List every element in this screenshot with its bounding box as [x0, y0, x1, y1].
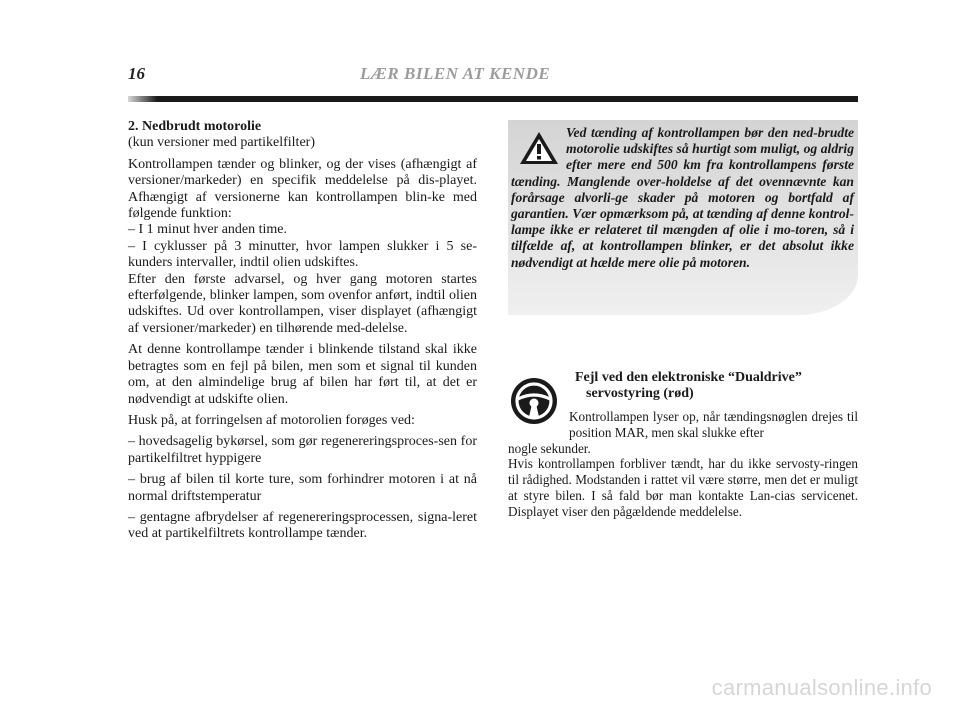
warning-text — [511, 125, 854, 271]
watermark: carmanualsonline.info — [711, 675, 932, 700]
paragraph: – I 1 minut hver anden time. — [128, 222, 288, 238]
left-column — [128, 119, 477, 548]
section-heading: 2. Nedbrudt motorolie — [128, 119, 262, 134]
paragraph: Kontrollampen tænder og blinker, og der vises (afhængigt af versioner/markeder) en specifik meddelelse på dis-playet. Afhængigt af versionerne kan kontrollampen blin-ke med følgende funktion: — [128, 156, 477, 222]
paragraph: At denne kontrollampe tænder i blinkende tilstand skal ikke betragtes som en fejl på bilen, men som et signal til kunden om, at den almindelige brug af bilen har ført til, at det er nødvendigt at udskifte olien. — [128, 342, 477, 407]
paragraph: – gentagne afbrydelser af regenereringsprocessen, signa-leret ved at partikelfiltrets kontrollampe tænder. — [128, 509, 477, 542]
section-subheading: (kun versioner med partikelfilter) — [128, 135, 315, 151]
dualdrive-title-line2: servostyring (rød) — [586, 386, 694, 402]
paragraph: – hovedsagelig bykørsel, som gør regenereringsproces-sen for partikelfiltret hyppigere — [128, 434, 477, 466]
dualdrive-text: Hvis kontrollampen forbliver tændt, har du ikke servosty-ringen til rådighed. Modstanden i rattet vil være større, men det er muligt at styre bilen. I så fald bør man kontakte Lan-cias servicenet. Displayet viser den pågældende meddelelse. — [508, 456, 858, 519]
dualdrive-title-line1: Fejl ved den elektroniske “Dualdrive” — [575, 370, 802, 385]
dualdrive-intro: Kontrollampen lyser op, når tændingsnøglen drejes til position MAR, men skal slukke efter — [569, 409, 858, 440]
page-number: 16 — [128, 64, 145, 83]
section-title: LÆR BILEN AT KENDE — [360, 64, 551, 83]
dualdrive-body — [508, 409, 858, 520]
paragraph: Husk på, at forringelsen af motorolien forøges ved: — [128, 412, 415, 428]
paragraph: – brug af bilen til korte ture, som forhindrer motoren i at nå normal driftstemperatur — [128, 472, 477, 504]
warning-body: Ved tænding af kontrollampen bør den ned-brudte motorolie udskiftes så hurtigt som muligt, og aldrig efter mere end 500 km fra kontrollampens første tænding. Manglende over-holdelse af det ovennævnte kan forårsage alvorli-ge skader på motoren og bortfald af garantien. Vær opmærksom på, at tænding af denne kontrol-lampe ikke er relateret til mængden af olie i mo-toren, så i tilfælde af, at kontrollampen blinker, er det absolut ikke nødvendigt at hælde mere olie på motoren. — [511, 125, 854, 270]
paragraph: Efter den første advarsel, og hver gang motoren startes efterfølgende, blinker lampen, som ovenfor anført, indtil olien udskiftes. Ud over kontrollampen, viser displayet (afhængigt af versioner/markeder) en tilhørende med-delelse. — [128, 271, 477, 336]
dualdrive-intro-end: nogle sekunder. — [508, 440, 591, 456]
header-rule — [128, 96, 858, 102]
dualdrive-title — [575, 370, 865, 403]
paragraph: – I cyklusser på 3 minutter, hvor lampen slukker i 5 se-kunders intervaller, indtil olien udskiftes. — [128, 238, 477, 271]
